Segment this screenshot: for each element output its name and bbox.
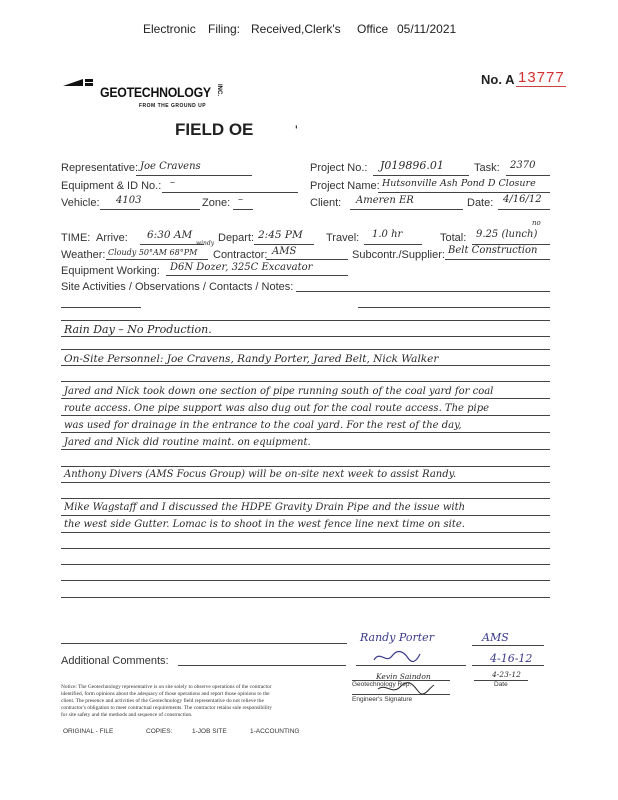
- project-no-label: Project No.:: [310, 162, 368, 174]
- note-line: On-Site Personnel: Joe Cravens, Randy Porter, Jared Belt, Nick Walker: [64, 353, 439, 365]
- weather-note: windy: [196, 240, 215, 247]
- project-name-value: Hutsonville Ash Pond D Closure: [382, 178, 536, 189]
- client-value: Ameren ER: [356, 195, 414, 206]
- date-value: 4/16/12: [503, 194, 542, 205]
- note-line: the west side Gutter. Lomac is to shoot in the west fence line next time on site.: [64, 519, 465, 530]
- note-line: Jared and Nick took down one section of pipe running south of the coal yard for coal: [64, 386, 494, 397]
- engineer-signature-mark: [376, 681, 436, 695]
- geo-rep-label: Geotechnology Rep.: [352, 681, 412, 688]
- arrive-value: 6:30 AM: [147, 229, 193, 241]
- note-line: Rain Day – No Production.: [64, 323, 212, 336]
- date-sig-label: Date: [494, 681, 508, 688]
- project-name-label: Project Name:: [310, 180, 380, 192]
- geo-rep-signature: Kevin Saindon: [376, 672, 431, 681]
- equipment-working-value: D6N Dozer, 325C Excavator: [170, 262, 313, 273]
- stamp-word-filing: Filing:: [208, 22, 241, 36]
- vehicle-label: Vehicle:: [61, 197, 100, 209]
- note-line: Mike Wagstaff and I discussed the HDPE Gravity Drain Pipe and the issue with: [64, 502, 466, 513]
- contractor-initials-mark: [372, 648, 422, 666]
- date-label: Date:: [467, 197, 494, 209]
- notice-line: contractor's obligation to meet contractual requirements. The contractor retains sole responsibility: [61, 705, 272, 711]
- time-label: TIME:: [61, 232, 91, 244]
- travel-label: Travel:: [326, 232, 360, 244]
- weather-label: Weather:: [61, 249, 106, 261]
- representative-label: Representative:: [61, 162, 139, 174]
- notice-line: Notice: The Geotechnology representative is on site solely to observe operations of the contractor: [61, 684, 272, 690]
- equipment-label: Equipment & ID No.:: [61, 180, 162, 192]
- zone-value: –: [238, 194, 243, 205]
- contractor-date: 4-16-12: [490, 652, 533, 665]
- distribution-accounting: 1-ACCOUNTING: [250, 728, 300, 735]
- arrive-label: Arrive:: [96, 232, 128, 244]
- form-title: FIELD OE: [175, 120, 254, 139]
- equipment-value: –: [170, 177, 175, 188]
- total-note: no: [532, 219, 541, 227]
- vehicle-value: 4103: [116, 195, 142, 206]
- stamp-word-electronic: Electronic: [143, 22, 196, 36]
- engineer-signature-label: Engineer's Signature: [352, 696, 413, 703]
- total-value: 9.25 (lunch): [476, 229, 538, 240]
- contractor-org: AMS: [482, 631, 509, 644]
- additional-comments-label: Additional Comments:: [61, 655, 169, 667]
- contractor-value: AMS: [272, 246, 297, 257]
- note-line: Jared and Nick did routine maint. on equipment.: [64, 437, 311, 448]
- note-line: was used for drainage in the entrance to the coal yard. For the rest of the day,: [64, 420, 462, 431]
- logo-inc: INC.: [216, 84, 222, 96]
- notice-line: identified, form opinions about the adequacy of those operations and report those opinions to the: [61, 691, 270, 697]
- form-number-label: No. A: [481, 72, 515, 87]
- representative-value: Joe Cravens: [140, 161, 201, 172]
- subcontr-label: Subcontr./Supplier:: [352, 249, 445, 261]
- logo-mark: [63, 76, 103, 96]
- note-line: Anthony Divers (AMS Focus Group) will be on-site next week to assist Randy.: [64, 469, 457, 480]
- subcontr-value: Belt Construction: [448, 245, 538, 256]
- travel-value: 1.0 hr: [372, 229, 403, 240]
- contractor-signature: Randy Porter: [360, 631, 434, 644]
- stamp-word-received: Received,Clerk's: [251, 22, 341, 36]
- stamp-word-office: Office: [357, 22, 389, 36]
- note-line: route access. One pipe support was also dug out for the coal route access. The pipe: [64, 403, 490, 414]
- equipment-working-label: Equipment Working:: [61, 265, 160, 277]
- depart-value: 2:45 PM: [258, 229, 303, 241]
- notice-line: for site safety and the methods and sequence of construction.: [61, 712, 193, 718]
- logo-name: GEOTECHNOLOGY: [100, 84, 211, 100]
- task-label: Task:: [474, 162, 500, 174]
- form-number-value: 13777: [518, 69, 565, 86]
- task-value: 2370: [510, 160, 536, 171]
- distribution-copies: COPIES:: [146, 728, 173, 735]
- contractor-label: Contractor:: [213, 249, 268, 261]
- project-no-value: J019896.01: [380, 159, 444, 172]
- distribution-original: ORIGINAL - FILE: [63, 728, 114, 735]
- logo-tagline: FROM THE GROUND UP: [139, 103, 207, 109]
- notice-line: client. The presence and activities of the Geotechnology field representative do not relieve the: [61, 698, 264, 704]
- client-label: Client:: [310, 197, 342, 209]
- form-title-mark: ': [295, 122, 298, 138]
- stamp-date: 05/11/2021: [397, 22, 457, 36]
- total-label: Total:: [440, 232, 467, 244]
- zone-label: Zone:: [202, 197, 231, 209]
- distribution-job-site: 1-JOB SITE: [192, 728, 227, 735]
- geo-date-value: 4-23-12: [492, 670, 521, 679]
- site-activities-label: Site Activities / Observations / Contacts / Notes:: [61, 281, 294, 293]
- depart-label: Depart:: [218, 232, 255, 244]
- weather-value: Cloudy 50°AM 68°PM: [108, 248, 198, 257]
